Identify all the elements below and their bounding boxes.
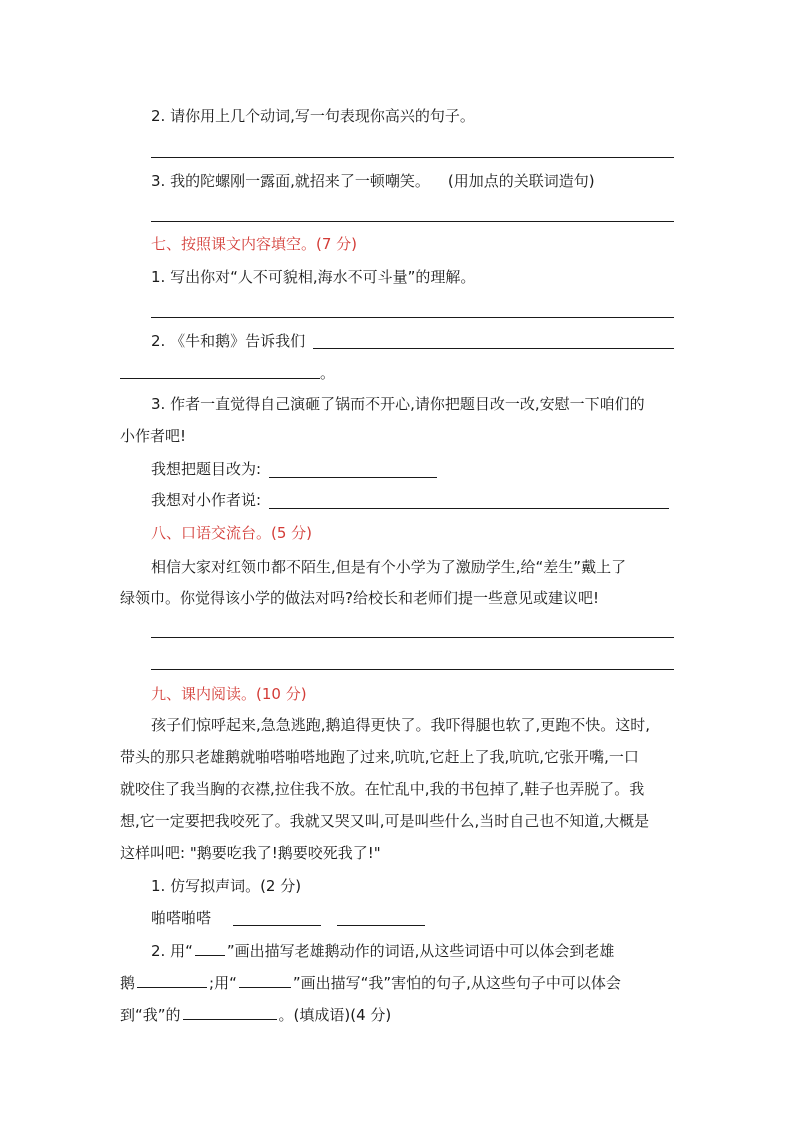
answer-line[interactable] bbox=[151, 221, 674, 222]
q9-sub1-example: 啪嗒啪嗒 bbox=[151, 909, 212, 927]
passage-line: 这样叫吧: "鹅要吃我了!鹅要咬死我了!" bbox=[120, 844, 381, 862]
q9-sub2-text: ;用“ bbox=[209, 974, 237, 992]
passage-line: 想,它一定要把我咬死了。我就又哭又叫,可是叫些什么,当时自己也不知道,大概是 bbox=[120, 812, 650, 830]
q9-sub2-text: 鹅 bbox=[120, 974, 136, 992]
q6-item3-text: 3. 我的陀螺刚一露面,就招来了一顿嘲笑。 bbox=[151, 172, 430, 190]
q9-sub2-text: 到“我”的 bbox=[120, 1006, 181, 1024]
q6-item2: 2. 请你用上几个动词,写一句表现你高兴的句子。 bbox=[151, 107, 475, 125]
q9-sub2-line2 bbox=[120, 971, 621, 994]
fill-author-label: 我想对小作者说: bbox=[151, 491, 262, 509]
q8-line2: 绿领巾。你觉得该小学的做法对吗?给校长和老师们提一些意见或建议吧! bbox=[120, 589, 599, 607]
q6-item3-hint: (用加点的关联词造句) bbox=[447, 172, 595, 190]
answer-blank[interactable] bbox=[137, 971, 207, 988]
q9-sub1: 1. 仿写拟声词。(2 分) bbox=[151, 877, 302, 895]
answer-blank[interactable] bbox=[195, 939, 225, 956]
answer-line[interactable] bbox=[313, 348, 674, 349]
answer-line[interactable] bbox=[233, 925, 321, 926]
q7-item3-line2: 小作者吧! bbox=[120, 427, 187, 445]
q9-heading: 九、课内阅读。(10 分) bbox=[151, 685, 307, 703]
answer-line[interactable] bbox=[151, 317, 674, 318]
answer-blank[interactable] bbox=[183, 1003, 277, 1020]
q7-item2-end: 。 bbox=[320, 364, 336, 382]
q6-item3 bbox=[151, 170, 595, 192]
q7-heading: 七、按照课文内容填空。(7 分) bbox=[151, 235, 358, 253]
q9-sub2-text: 2. 用“ bbox=[151, 942, 193, 960]
answer-line[interactable] bbox=[269, 477, 437, 478]
q7-item2-prefix: 2. 《牛和鹅》告诉我们 bbox=[151, 332, 306, 350]
answer-line[interactable] bbox=[151, 637, 674, 638]
q9-sub2-line1 bbox=[151, 939, 614, 962]
q8-heading: 八、口语交流台。(5 分) bbox=[151, 524, 313, 542]
passage-line: 孩子们惊呼起来,急急逃跑,鹅追得更快了。我吓得腿也软了,更跑不快。这时, bbox=[151, 716, 651, 734]
passage-line: 就咬住了我当胸的衣襟,拉住我不放。在忙乱中,我的书包掉了,鞋子也弄脱了。我 bbox=[120, 780, 645, 798]
answer-line[interactable] bbox=[151, 669, 674, 670]
answer-blank[interactable] bbox=[239, 971, 291, 988]
q7-item1: 1. 写出你对“人不可貌相,海水不可斗量”的理解。 bbox=[151, 268, 476, 286]
answer-line[interactable] bbox=[337, 925, 425, 926]
answer-line[interactable] bbox=[120, 378, 320, 379]
q9-sub2-text: 。(填成语)(4 分) bbox=[278, 1006, 392, 1024]
fill-title-label: 我想把题目改为: bbox=[151, 460, 262, 478]
q7-item3-line1: 3. 作者一直觉得自己演砸了锅而不开心,请你把题目改一改,安慰一下咱们的 bbox=[151, 395, 645, 413]
q9-sub2-text: ”画出描写“我”害怕的句子,从这些句子中可以体会 bbox=[292, 974, 621, 992]
passage-line: 带头的那只老雄鹅就啪嗒啪嗒地跑了过来,吭吭,它赶上了我,吭吭,它张开嘴,一口 bbox=[120, 748, 639, 766]
answer-line[interactable] bbox=[269, 508, 669, 509]
answer-line[interactable] bbox=[151, 157, 674, 158]
q8-line1: 相信大家对红领巾都不陌生,但是有个小学为了激励学生,给“差生”戴上了 bbox=[151, 558, 627, 576]
q9-sub2-line3 bbox=[120, 1003, 391, 1026]
q9-sub2-text: ”画出描写老雄鹅动作的词语,从这些词语中可以体会到老雄 bbox=[226, 942, 615, 960]
